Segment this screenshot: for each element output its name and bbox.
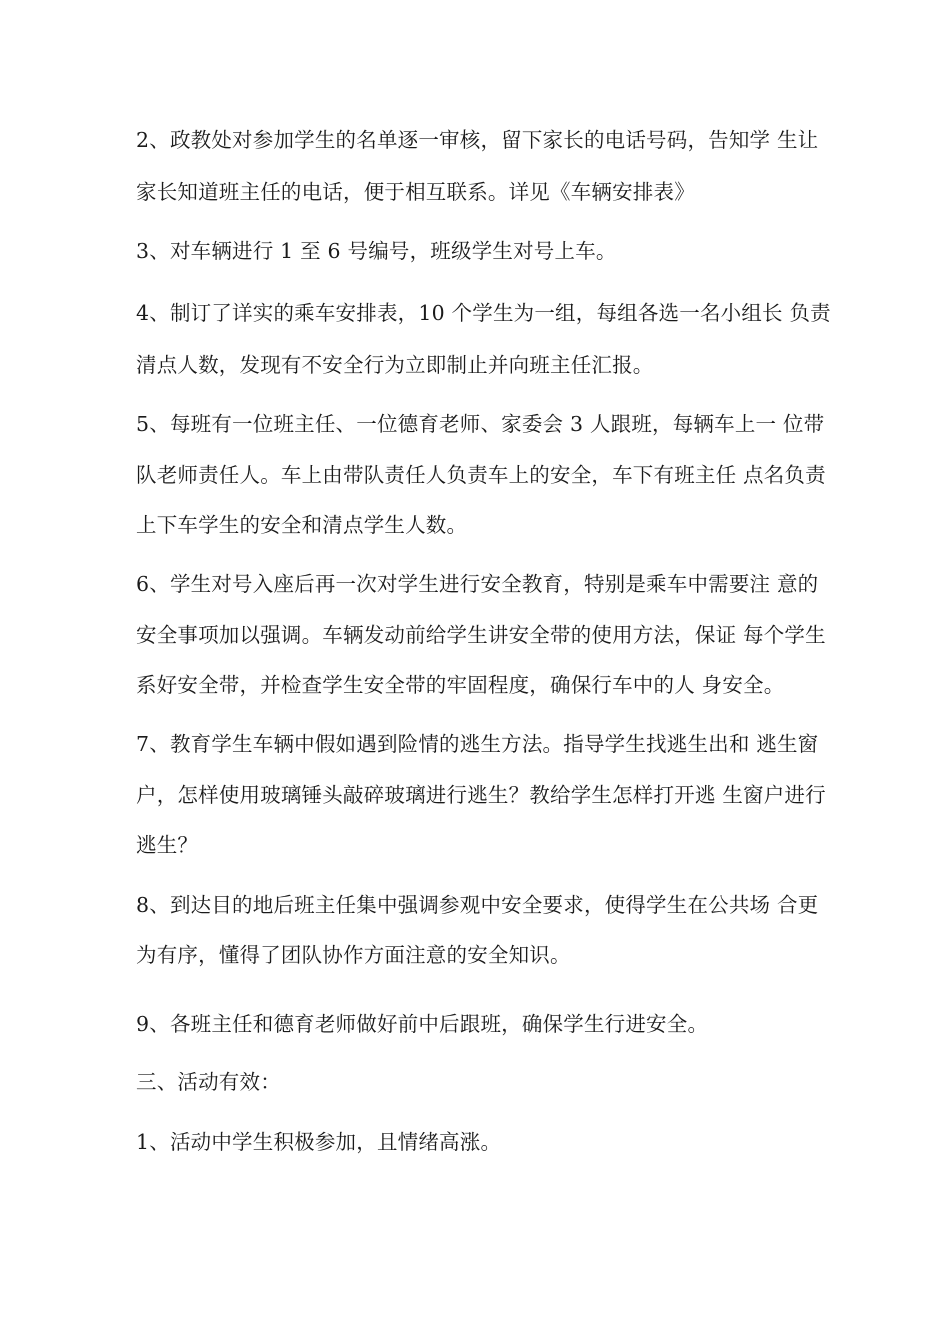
text-line: 清点人数，发现有不安全行为立即制止并向班主任汇报。 xyxy=(136,353,654,377)
text-line: 5、每班有一位班主任、一位德育老师、家委会 3 人跟班，每辆车上一 位带 xyxy=(136,412,825,436)
text-line: 户，怎样使用玻璃锤头敲碎玻璃进行逃生？教给学生怎样打开逃 生窗户进行 xyxy=(136,783,826,807)
text-line: 2、政教处对参加学生的名单逐一审核，留下家长的电话号码，告知学 生让 xyxy=(136,128,819,152)
text-line: 系好安全带，并检查学生安全带的牢固程度，确保行车中的人 身安全。 xyxy=(136,673,785,697)
text-line: 为有序，懂得了团队协作方面注意的安全知识。 xyxy=(136,943,571,967)
text-line: 上下车学生的安全和清点学生人数。 xyxy=(136,513,468,537)
text-line: 4、制订了详实的乘车安排表，10 个学生为一组，每组各选一名小组长 负责 xyxy=(136,301,831,325)
text-line: 逃生？ xyxy=(136,833,199,857)
text-line: 家长知道班主任的电话，便于相互联系。详见《车辆安排表》 xyxy=(136,180,695,204)
text-line: 9、各班主任和德育老师做好前中后跟班，确保学生行进安全。 xyxy=(136,1012,709,1036)
text-line: 7、教育学生车辆中假如遇到险情的逃生方法。指导学生找逃生出和 逃生窗 xyxy=(136,732,819,756)
text-line: 安全事项加以强调。车辆发动前给学生讲安全带的使用方法，保证 每个学生 xyxy=(136,623,826,647)
text-line: 队老师责任人。车上由带队责任人负责车上的安全，车下有班主任 点名负责 xyxy=(136,463,826,487)
text-line: 3、对车辆进行 1 至 6 号编号，班级学生对号上车。 xyxy=(136,239,617,263)
text-line: 1、活动中学生积极参加，且情绪高涨。 xyxy=(136,1130,502,1154)
section-heading: 三、活动有效： xyxy=(136,1070,281,1094)
text-line: 6、学生对号入座后再一次对学生进行安全教育，特别是乘车中需要注 意的 xyxy=(136,572,819,596)
text-line: 8、到达目的地后班主任集中强调参观中安全要求，使得学生在公共场 合更 xyxy=(136,893,819,917)
